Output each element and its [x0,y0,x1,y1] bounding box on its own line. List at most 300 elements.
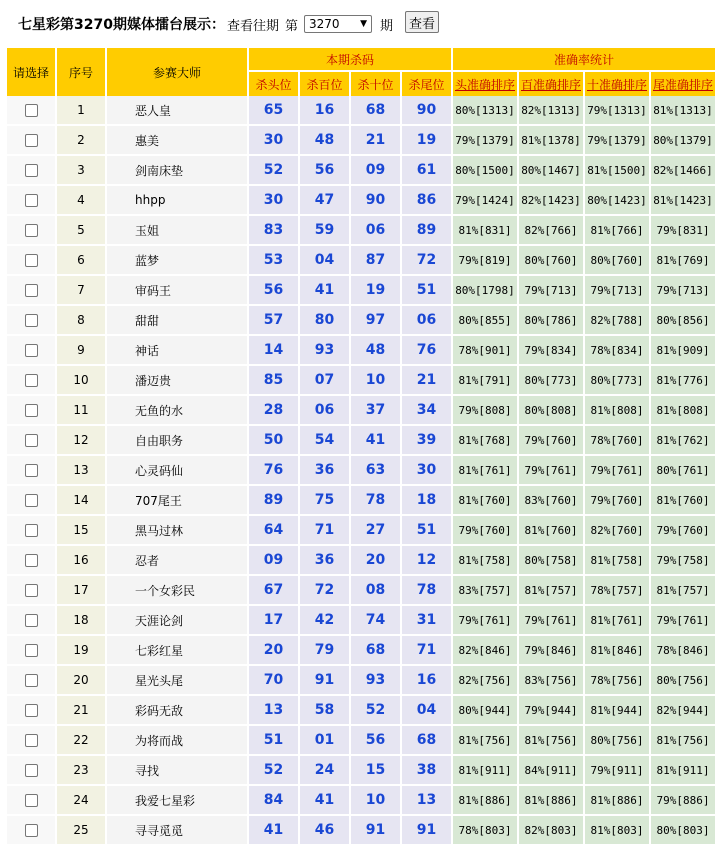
kill-head-value: 67 [249,576,298,606]
head-accuracy-value: 79%[1379] [453,126,517,156]
col-group-kill: 本期杀码 [249,48,451,72]
kill-tail-value: 39 [402,426,451,456]
kill-hundred-value: 56 [300,156,349,186]
kill-ten-value: 37 [351,396,400,426]
row-index: 13 [57,456,105,486]
kill-ten-value: 09 [351,156,400,186]
kill-tail-value: 18 [402,486,451,516]
kill-ten-value: 87 [351,246,400,276]
chevron-down-icon: ▼ [360,19,367,29]
kill-ten-value: 78 [351,486,400,516]
kill-tail-value: 04 [402,696,451,726]
tail-accuracy-value: 80%[803] [651,816,715,846]
row-index: 3 [57,156,105,186]
select-checkbox[interactable] [25,494,38,507]
kill-hundred-value: 80 [300,306,349,336]
kill-head-value: 51 [249,726,298,756]
row-index: 5 [57,216,105,246]
tail-accuracy-value: 79%[886] [651,786,715,816]
kill-head-value: 65 [249,96,298,126]
table-row [7,816,715,846]
table-row [7,606,715,636]
kill-head-value: 09 [249,546,298,576]
head-accuracy-value: 81%[761] [453,456,517,486]
select-cell [7,726,55,756]
ten-accuracy-value: 81%[803] [585,816,649,846]
ten-accuracy-value: 82%[788] [585,306,649,336]
head-accuracy-value: 81%[758] [453,546,517,576]
kill-hundred-value: 72 [300,576,349,606]
select-cell [7,216,55,246]
kill-ten-value: 15 [351,756,400,786]
select-cell [7,336,55,366]
table-row [7,216,715,246]
kill-tail-value: 72 [402,246,451,276]
hundred-accuracy-value: 80%[758] [519,546,583,576]
kill-ten-value: 06 [351,216,400,246]
select-checkbox[interactable] [25,734,38,747]
hundred-accuracy-value: 82%[1313] [519,96,583,126]
kill-tail-value: 19 [402,126,451,156]
ten-accuracy-value: 82%[760] [585,516,649,546]
table-row [7,666,715,696]
kill-tail-value: 06 [402,306,451,336]
select-checkbox[interactable] [25,704,38,717]
master-name: 审码王 [107,276,247,306]
master-name: 天涯论剑 [107,606,247,636]
kill-ten-value: 52 [351,696,400,726]
row-index: 2 [57,126,105,156]
col-kill-hundred: 杀百位 [300,72,349,96]
ten-accuracy-value: 79%[1313] [585,96,649,126]
tail-accuracy-value: 81%[911] [651,756,715,786]
tail-accuracy-value: 78%[846] [651,636,715,666]
kill-hundred-value: 07 [300,366,349,396]
row-index: 23 [57,756,105,786]
master-name: 惠美 [107,126,247,156]
kill-tail-value: 38 [402,756,451,786]
tail-accuracy-value: 79%[713] [651,276,715,306]
kill-head-value: 41 [249,816,298,846]
kill-head-value: 64 [249,516,298,546]
kill-head-value: 53 [249,246,298,276]
master-name: 心灵码仙 [107,456,247,486]
row-index: 25 [57,816,105,846]
kill-tail-value: 78 [402,576,451,606]
tail-accuracy-value: 82%[1466] [651,156,715,186]
kill-tail-value: 86 [402,186,451,216]
head-accuracy-value: 79%[760] [453,516,517,546]
select-cell [7,426,55,456]
kill-hundred-value: 16 [300,96,349,126]
select-cell [7,306,55,336]
select-checkbox[interactable] [25,824,38,837]
kill-ten-value: 68 [351,96,400,126]
ten-accuracy-value: 79%[760] [585,486,649,516]
tail-accuracy-value: 81%[1423] [651,186,715,216]
kill-head-value: 30 [249,126,298,156]
kill-hundred-value: 58 [300,696,349,726]
head-accuracy-value: 81%[768] [453,426,517,456]
select-checkbox[interactable] [25,194,38,207]
ten-accuracy-value: 81%[1500] [585,156,649,186]
kill-tail-value: 21 [402,366,451,396]
row-index: 17 [57,576,105,606]
table-row [7,696,715,726]
kill-ten-value: 91 [351,816,400,846]
period-prefix: 第 [284,18,298,34]
table-row [7,186,715,216]
select-checkbox[interactable] [25,794,38,807]
hundred-accuracy-value: 80%[1467] [519,156,583,186]
kill-hundred-value: 54 [300,426,349,456]
select-cell [7,276,55,306]
kill-hundred-value: 59 [300,216,349,246]
ten-accuracy-value: 78%[834] [585,336,649,366]
kill-ten-value: 56 [351,726,400,756]
select-cell [7,576,55,606]
select-cell [7,126,55,156]
select-checkbox[interactable] [25,104,38,117]
ten-accuracy-value: 80%[1423] [585,186,649,216]
kill-hundred-value: 24 [300,756,349,786]
row-index: 21 [57,696,105,726]
toolbar [0,0,728,48]
row-index: 20 [57,666,105,696]
select-cell [7,756,55,786]
table-row [7,96,715,126]
master-name: 彩码无敌 [107,696,247,726]
head-accuracy-value: 80%[944] [453,696,517,726]
head-accuracy-value: 80%[855] [453,306,517,336]
sort-ten-accuracy-link[interactable]: 十准确排序 [585,72,649,96]
select-cell [7,696,55,726]
hundred-accuracy-value: 79%[944] [519,696,583,726]
hundred-accuracy-value: 82%[1423] [519,186,583,216]
col-select: 请选择 [7,48,55,96]
tail-accuracy-value: 81%[762] [651,426,715,456]
head-accuracy-value: 83%[757] [453,576,517,606]
ten-accuracy-value: 78%[757] [585,576,649,606]
ten-accuracy-value: 81%[758] [585,546,649,576]
select-checkbox[interactable] [25,404,38,417]
hundred-accuracy-value: 81%[760] [519,516,583,546]
head-accuracy-value: 79%[819] [453,246,517,276]
tail-accuracy-value: 81%[756] [651,726,715,756]
hundred-accuracy-value: 82%[803] [519,816,583,846]
kill-ten-value: 93 [351,666,400,696]
tail-accuracy-value: 80%[761] [651,456,715,486]
select-checkbox[interactable] [25,554,38,567]
select-checkbox[interactable] [25,434,38,447]
master-name: 一个女彩民 [107,576,247,606]
table-row [7,396,715,426]
period-select-value: 3270 [309,17,340,31]
select-checkbox[interactable] [25,524,38,537]
ten-accuracy-value: 81%[944] [585,696,649,726]
hundred-accuracy-value: 81%[886] [519,786,583,816]
select-cell [7,486,55,516]
row-index: 9 [57,336,105,366]
kill-head-value: 52 [249,756,298,786]
row-index: 24 [57,786,105,816]
col-master: 参赛大师 [107,48,247,96]
row-index: 7 [57,276,105,306]
hundred-accuracy-value: 82%[766] [519,216,583,246]
kill-tail-value: 89 [402,216,451,246]
master-name: hhpp [107,186,247,216]
kill-head-value: 17 [249,606,298,636]
select-checkbox[interactable] [25,134,38,147]
sort-tail-accuracy-link[interactable]: 尾准确排序 [651,72,715,96]
table-row [7,426,715,456]
ten-accuracy-value: 81%[846] [585,636,649,666]
page-title: 七星彩第3270期媒体擂台展示： [18,17,225,33]
ten-accuracy-value: 79%[761] [585,456,649,486]
select-cell [7,156,55,186]
kill-hundred-value: 75 [300,486,349,516]
kill-tail-value: 31 [402,606,451,636]
ten-accuracy-value: 81%[808] [585,396,649,426]
ten-accuracy-value: 80%[760] [585,246,649,276]
master-name: 恶人皇 [107,96,247,126]
head-accuracy-value: 78%[803] [453,816,517,846]
master-name: 我爱七星彩 [107,786,247,816]
kill-ten-value: 27 [351,516,400,546]
ten-accuracy-value: 81%[886] [585,786,649,816]
head-accuracy-value: 82%[756] [453,666,517,696]
select-cell [7,396,55,426]
select-checkbox[interactable] [25,224,38,237]
kill-ten-value: 68 [351,636,400,666]
kill-ten-value: 19 [351,276,400,306]
master-name: 剑南床垫 [107,156,247,186]
tail-accuracy-value: 80%[1379] [651,126,715,156]
head-accuracy-value: 80%[1313] [453,96,517,126]
sort-head-accuracy-link[interactable]: 头准确排序 [453,72,517,96]
kill-tail-value: 34 [402,396,451,426]
kill-ten-value: 90 [351,186,400,216]
table-row [7,636,715,666]
kill-tail-value: 51 [402,276,451,306]
select-cell [7,786,55,816]
select-cell [7,516,55,546]
master-name: 无鱼的水 [107,396,247,426]
hundred-accuracy-value: 80%[786] [519,306,583,336]
col-kill-tail: 杀尾位 [402,72,451,96]
master-name: 神话 [107,336,247,366]
kill-ten-value: 48 [351,336,400,366]
tail-accuracy-value: 81%[808] [651,396,715,426]
master-name: 忍者 [107,546,247,576]
kill-head-value: 76 [249,456,298,486]
kill-tail-value: 91 [402,816,451,846]
tail-accuracy-value: 81%[776] [651,366,715,396]
select-checkbox[interactable] [25,644,38,657]
kill-hundred-value: 93 [300,336,349,366]
select-cell [7,246,55,276]
select-checkbox[interactable] [25,164,38,177]
row-index: 14 [57,486,105,516]
tail-accuracy-value: 81%[769] [651,246,715,276]
kill-hundred-value: 36 [300,456,349,486]
table-row [7,276,715,306]
table-row [7,246,715,276]
table-row [7,576,715,606]
row-index: 19 [57,636,105,666]
kill-head-value: 30 [249,186,298,216]
row-index: 11 [57,396,105,426]
hundred-accuracy-value: 84%[911] [519,756,583,786]
col-kill-ten: 杀十位 [351,72,400,96]
head-accuracy-value: 80%[1500] [453,156,517,186]
kill-head-value: 85 [249,366,298,396]
kill-tail-value: 12 [402,546,451,576]
master-name: 玉姐 [107,216,247,246]
select-checkbox[interactable] [25,674,38,687]
ten-accuracy-value: 78%[760] [585,426,649,456]
col-kill-head: 杀头位 [249,72,298,96]
kill-hundred-value: 47 [300,186,349,216]
period-select[interactable] [304,15,372,33]
ten-accuracy-value: 81%[761] [585,606,649,636]
head-accuracy-value: 81%[760] [453,486,517,516]
table-row [7,456,715,486]
master-name: 707尾王 [107,486,247,516]
hundred-accuracy-value: 79%[846] [519,636,583,666]
hundred-accuracy-value: 81%[756] [519,726,583,756]
kill-hundred-value: 06 [300,396,349,426]
tail-accuracy-value: 81%[1313] [651,96,715,126]
select-checkbox[interactable] [25,764,38,777]
tail-accuracy-value: 80%[756] [651,666,715,696]
master-name: 自由职务 [107,426,247,456]
ten-accuracy-value: 80%[756] [585,726,649,756]
head-accuracy-value: 81%[886] [453,786,517,816]
tail-accuracy-value: 79%[761] [651,606,715,636]
kill-head-value: 70 [249,666,298,696]
kill-hundred-value: 41 [300,786,349,816]
select-checkbox[interactable] [25,314,38,327]
select-checkbox[interactable] [25,584,38,597]
select-cell [7,606,55,636]
tail-accuracy-value: 81%[760] [651,486,715,516]
ten-accuracy-value: 79%[911] [585,756,649,786]
kill-head-value: 83 [249,216,298,246]
select-checkbox[interactable] [25,344,38,357]
hundred-accuracy-value: 79%[834] [519,336,583,366]
kill-tail-value: 68 [402,726,451,756]
row-index: 12 [57,426,105,456]
kill-ten-value: 41 [351,426,400,456]
kill-head-value: 28 [249,396,298,426]
master-name: 星光头尾 [107,666,247,696]
select-cell [7,816,55,846]
kill-tail-value: 90 [402,96,451,126]
kill-tail-value: 30 [402,456,451,486]
head-accuracy-value: 81%[756] [453,726,517,756]
master-name: 寻找 [107,756,247,786]
results-table [5,48,717,846]
ten-accuracy-value: 78%[756] [585,666,649,696]
kill-ten-value: 97 [351,306,400,336]
kill-tail-value: 76 [402,336,451,366]
master-name: 为将而战 [107,726,247,756]
kill-tail-value: 51 [402,516,451,546]
kill-ten-value: 10 [351,366,400,396]
select-checkbox[interactable] [25,464,38,477]
kill-head-value: 57 [249,306,298,336]
row-index: 22 [57,726,105,756]
col-group-accuracy: 准确率统计 [453,48,715,72]
master-name: 寻寻觅觅 [107,816,247,846]
tail-accuracy-value: 81%[909] [651,336,715,366]
kill-head-value: 89 [249,486,298,516]
row-index: 4 [57,186,105,216]
table-row [7,336,715,366]
ten-accuracy-value: 81%[766] [585,216,649,246]
select-cell [7,636,55,666]
select-checkbox[interactable] [25,614,38,627]
col-index: 序号 [57,48,105,96]
select-cell [7,186,55,216]
ten-accuracy-value: 80%[773] [585,366,649,396]
kill-hundred-value: 41 [300,276,349,306]
head-accuracy-value: 82%[846] [453,636,517,666]
table-row [7,756,715,786]
head-accuracy-value: 81%[911] [453,756,517,786]
table-row [7,156,715,186]
row-index: 6 [57,246,105,276]
hundred-accuracy-value: 80%[760] [519,246,583,276]
row-index: 16 [57,546,105,576]
kill-ten-value: 74 [351,606,400,636]
select-checkbox[interactable] [25,254,38,267]
select-checkbox[interactable] [25,284,38,297]
head-accuracy-value: 79%[1424] [453,186,517,216]
kill-tail-value: 71 [402,636,451,666]
hundred-accuracy-value: 80%[773] [519,366,583,396]
tail-accuracy-value: 79%[831] [651,216,715,246]
select-checkbox[interactable] [25,374,38,387]
kill-ten-value: 08 [351,576,400,606]
period-suffix: 期 [380,18,394,34]
head-accuracy-value: 81%[791] [453,366,517,396]
table-row [7,126,715,156]
table-row [7,546,715,576]
table-row [7,366,715,396]
kill-ten-value: 20 [351,546,400,576]
kill-hundred-value: 01 [300,726,349,756]
kill-head-value: 13 [249,696,298,726]
hundred-accuracy-value: 79%[713] [519,276,583,306]
view-button[interactable]: 查看 [405,11,439,33]
master-name: 黑马过林 [107,516,247,546]
head-accuracy-value: 80%[1798] [453,276,517,306]
kill-head-value: 14 [249,336,298,366]
sort-hundred-accuracy-link[interactable]: 百准确排序 [519,72,583,96]
table-row [7,726,715,756]
kill-hundred-value: 48 [300,126,349,156]
kill-head-value: 84 [249,786,298,816]
table-row [7,486,715,516]
head-accuracy-value: 81%[831] [453,216,517,246]
hundred-accuracy-value: 81%[1378] [519,126,583,156]
row-index: 15 [57,516,105,546]
kill-ten-value: 63 [351,456,400,486]
head-accuracy-value: 78%[901] [453,336,517,366]
select-cell [7,546,55,576]
